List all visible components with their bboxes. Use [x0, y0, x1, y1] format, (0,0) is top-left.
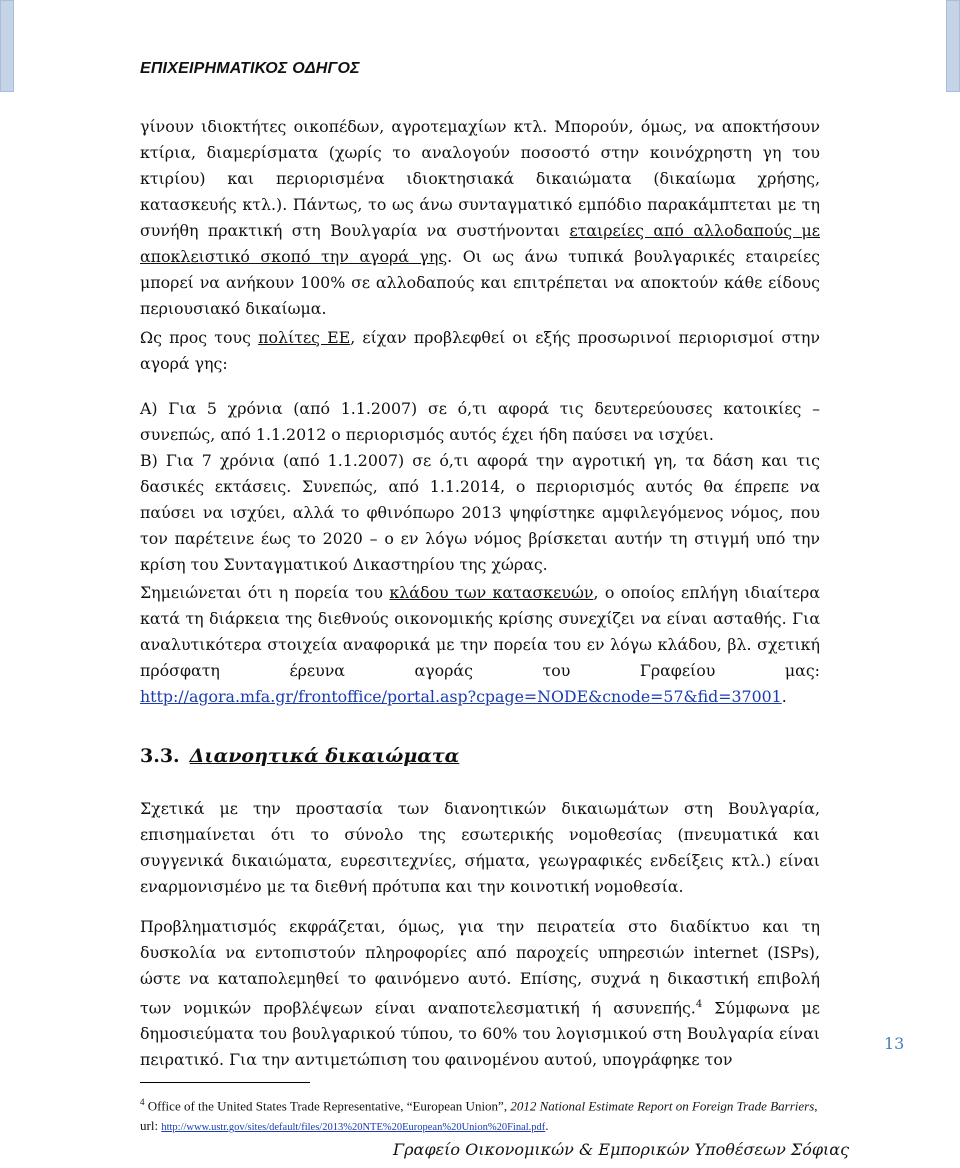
- paragraph-construction-sector: [140, 580, 820, 710]
- footnote-reference[interactable]: 4: [695, 999, 703, 1010]
- paragraph-text: .: [781, 687, 787, 706]
- paragraph-ip-protection: [140, 796, 820, 900]
- paragraph-text: , ο οποίος επλήγη ιδιαίτερα κατά τη διάρκεια της διεθνούς οικονομικής κρίσης συνεχίζει να είναι ασταθής. Για αναλυτικότερα στοιχεία αναφορικά με την πορεία του εν λόγω κλάδου, βλ. σχετική πρόσφατη έρευνα αγοράς του Γραφείου μας:: [140, 583, 820, 680]
- paragraph-text: , είχαν προβλεφθεί οι εξής προσωρινοί περιορισμοί στην αγορά γης:: [140, 328, 820, 373]
- footnote-divider: [140, 1082, 310, 1083]
- agora-report-link[interactable]: http://agora.mfa.gr/frontoffice/portal.asp?cpage=NODE&cnode=57&fid=37001: [140, 687, 782, 706]
- section-title: Διανοητικά δικαιώματα: [189, 745, 460, 767]
- restriction-b: Β) Για 7 χρόνια (από 1.1.2007) σε ό,τι αφορά την αγροτική γη, τα δάση και τις δασικές εκτάσεις. Συνεπώς, από 1.1.2014, ο περιορισμός αυτός θα έπρεπε να παύσει να ισχύει, αλλά το φθινόπωρο 2013 ψηφίστηκε αμφιλεγόμενος νόμος, που τον παρέτεινε έως το 2020 – ο εν λόγω νόμος βρίσκεται αυτήν τη στιγμή υπό την κρίση του Συνταγματικού Δικαστηρίου της χώρας.: [140, 451, 820, 574]
- paragraph-text: Σύμφωνα με δημοσιεύματα του βουλγαρικού τύπου, το 60% του λογισμικού στη Βουλγαρία είναι πειρατικό. Για την αντιμετώπιση του φαινομένου αυτού, υπογράφηκε τον: [140, 998, 820, 1070]
- page-header-title: ΕΠΙΧΕΙΡΗΜΑΤΙΚΟΣ ΟΔΗΓΟΣ: [140, 60, 360, 77]
- footnote-report-title: 2012 National Estimate Report on Foreign Trade Barriers: [510, 1098, 815, 1114]
- paragraph-text: Ως προς τους: [140, 328, 259, 347]
- underlined-phrase-eu-citizens: πολίτες ΕΕ: [258, 328, 351, 347]
- paragraph-text: Προβληματισμός εκφράζεται, όμως, για την πειρατεία στο διαδίκτυο και τη δυσκολία να εντοπιστούν πληροφορίες από παροχείς υπηρεσιών internet (ISPs), ώστε να καταπολεμηθεί το φαινόμενο αυτό. Επίσης, συχνά η δικαστική επιβολή των νομικών προβλέψεων είναι αναποτελεσματική ή ασυνεπής.: [140, 917, 820, 1018]
- paragraph-text: Σημειώνεται ότι η πορεία του: [140, 583, 390, 602]
- paragraph-eu-citizens: [140, 325, 820, 377]
- footnote-text: , url:: [140, 1098, 818, 1134]
- paragraph-piracy: [140, 914, 820, 1073]
- paragraph-land-ownership: [140, 114, 820, 322]
- ustr-report-link[interactable]: http://www.ustr.gov/sites/default/files/2013%20NTE%20European%20Union%20Final.pdf: [161, 1122, 546, 1134]
- restrictions-list: [140, 396, 820, 578]
- footnote: [140, 1092, 830, 1138]
- restriction-a: Α) Για 5 χρόνια (από 1.1.2007) σε ό,τι αφορά τις δευτερεύουσες κατοικίες – συνεπώς, από 1.1.2012 ο περιορισμός αυτός έχει ήδη παύσει να ισχύει.: [140, 399, 820, 444]
- underlined-phrase-construction: κλάδου των κατασκευών: [389, 583, 594, 602]
- footnote-number: 4: [140, 1097, 145, 1107]
- page-number: 13: [884, 1034, 905, 1053]
- paragraph-text: . Οι ως άνω τυπικά βουλγαρικές εταιρείες μπορεί να ανήκουν 100% σε αλλοδαπούς και επιτρέπεται να αποκτούν κάθε είδους περιουσιακό δικαίωμα.: [140, 247, 820, 318]
- decorative-side-bar-right: [946, 0, 960, 92]
- decorative-side-bar-left: [0, 0, 14, 92]
- section-number: 3.3.: [140, 745, 180, 767]
- paragraph-text: γίνουν ιδιοκτήτες οικοπέδων, αγροτεμαχίων κτλ. Μπορούν, όμως, να αποκτήσουν κτίρια, διαμερίσματα (χωρίς το αναλογούν ποσοστό στην κοινόχρηστη γη του κτιρίου) και περιορισμένα ιδιοκτησιακά δικαιώματα (δικαίωμα χρήσης, κατασκευής κτλ.). Πάντως, το ως άνω συνταγματικό εμπόδιο παρακάμπτεται με τη συνήθη πρακτική στη Βουλγαρία να συστήνονται: [140, 117, 820, 240]
- footnote-text: .: [545, 1118, 549, 1134]
- underlined-phrase-companies: εταιρείες από αλλοδαπούς με αποκλειστικό σκοπό την αγορά γης: [140, 221, 820, 266]
- footnote-text: Office of the United States Trade Representative, “European Union”,: [144, 1098, 511, 1114]
- page-footer: Γραφείο Οικονομικών & Εμπορικών Υποθέσεων Σόφιας: [393, 1140, 850, 1159]
- paragraph-text: Σχετικά με την προστασία των διανοητικών δικαιωμάτων στη Βουλγαρία, επισημαίνεται ότι το σύνολο της εσωτερικής νομοθεσίας (πνευματικά και συγγενικά δικαιώματα, ευρεσιτεχνίες, σήματα, γεωγραφικές ενδείξεις κτλ.) είναι εναρμονισμένο με τα διεθνή πρότυπα και την κοινοτική νομοθεσία.: [140, 799, 820, 896]
- section-heading: [140, 745, 459, 767]
